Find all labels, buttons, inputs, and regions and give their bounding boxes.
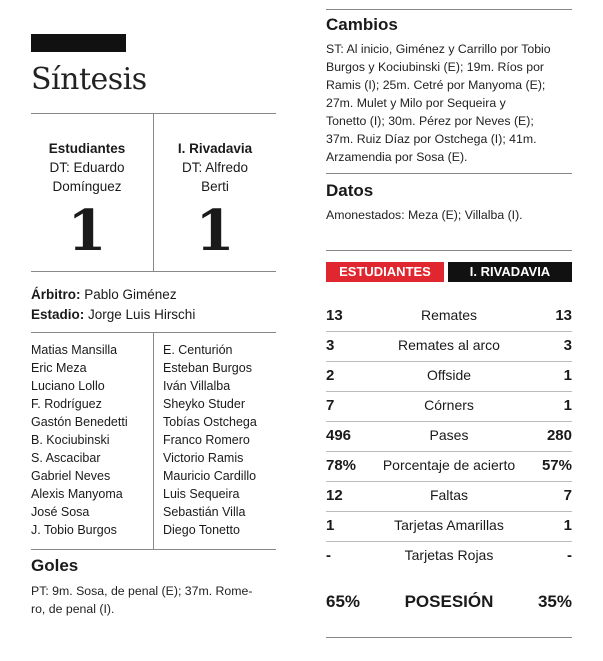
divider: [326, 250, 572, 251]
cautions-text: Amonestados: Meza (E); Villalba (I).: [326, 208, 523, 222]
divider: [326, 637, 572, 638]
home-lineup: [31, 341, 128, 539]
home-value: 1: [326, 517, 335, 534]
home-value: 2: [326, 367, 335, 384]
home-value: 13: [326, 307, 343, 324]
list-item: Luciano Lollo: [31, 379, 105, 393]
home-coach: DT: Eduardo: [49, 160, 125, 175]
goals-line: ro, de penal (I).: [31, 602, 115, 616]
divider: [31, 271, 276, 272]
changes-line: Tonetto (I); 30m. Pérez por Neves (E);: [326, 114, 534, 128]
home-team-info: [27, 139, 147, 196]
list-item: Mauricio Cardillo: [163, 469, 257, 483]
away-lineup: [163, 341, 257, 539]
away-value: 1: [563, 397, 572, 414]
changes-line: 27m. Mulet y Milo por Sequeira y: [326, 96, 506, 110]
changes-line: ST: Al inicio, Giménez y Carrillo por Tobio: [326, 42, 551, 56]
away-score: 1: [195, 198, 235, 264]
changes-title: Cambios: [326, 15, 398, 34]
list-item: Gabriel Neves: [31, 469, 111, 483]
away-team-bar: I. RIVADAVIA: [448, 262, 572, 282]
away-team-name: I. Rivadavia: [177, 141, 253, 156]
home-value: -: [326, 547, 331, 564]
possession-away: 35%: [537, 592, 572, 611]
changes-line: Arzamendia por Sosa (E).: [326, 150, 468, 164]
home-value: 7: [326, 397, 335, 414]
goals-line: PT: 9m. Sosa, de penal (E); 37m. Rome-: [31, 584, 253, 598]
divider: [153, 332, 154, 549]
stat-label: Tarjetas Rojas: [404, 547, 494, 563]
section-marker-bar: [31, 34, 126, 52]
list-item: Victorio Ramis: [163, 451, 244, 465]
away-value: 1: [563, 517, 572, 534]
list-item: Alexis Manyoma: [31, 487, 123, 501]
goals-title: Goles: [31, 556, 79, 575]
list-item: Esteban Burgos: [163, 361, 252, 375]
away-value: 3: [563, 337, 572, 354]
away-value: 7: [563, 487, 572, 504]
list-item: Eric Meza: [31, 361, 87, 375]
changes-line: 37m. Ruiz Díaz por Ostchega (I); 41m.: [326, 132, 537, 146]
stat-label: Offside: [426, 367, 472, 383]
list-item: F. Rodríguez: [31, 397, 102, 411]
stat-label: Córners: [424, 397, 474, 413]
list-item: Gastón Benedetti: [31, 415, 128, 429]
home-value: 496: [326, 427, 352, 444]
table-row: [326, 451, 572, 480]
referee-name: Pablo Giménez: [84, 287, 177, 302]
home-coach-surname: Domínguez: [52, 179, 122, 194]
divider: [326, 9, 572, 10]
away-team-info: [155, 139, 275, 196]
list-item: Diego Tonetto: [163, 523, 240, 537]
stat-label: Pases: [429, 427, 469, 443]
changes-line: Ramis (I); 25m. Cetré por Manyoma (E);: [326, 78, 546, 92]
away-value: 280: [546, 427, 572, 444]
home-score: 1: [67, 198, 107, 264]
list-item: Iván Villalba: [163, 379, 231, 393]
stadium-name: Jorge Luis Hirschi: [88, 307, 196, 322]
page-title: Síntesis: [31, 62, 147, 97]
list-item: José Sosa: [31, 505, 90, 519]
stat-label: Remates: [420, 307, 478, 323]
list-item: B. Kociubinski: [31, 433, 110, 447]
table-row: [326, 541, 572, 570]
possession-home: 65%: [326, 592, 361, 611]
home-value: 78%: [326, 457, 357, 474]
list-item: Luis Sequeira: [163, 487, 240, 501]
stadium-line: [31, 305, 195, 325]
home-team-bar: ESTUDIANTES: [326, 262, 444, 282]
away-value: 13: [555, 307, 572, 324]
list-item: E. Centurión: [163, 343, 233, 357]
list-item: Franco Romero: [163, 433, 250, 447]
referee-line: [31, 285, 177, 305]
stat-label: Tarjetas Amarillas: [394, 517, 504, 533]
home-team-name: Estudiantes: [48, 141, 126, 156]
divider: [153, 113, 154, 271]
away-coach: DT: Alfredo: [181, 160, 249, 175]
stat-label: Faltas: [429, 487, 469, 503]
stat-label: Remates al arco: [398, 337, 500, 353]
table-row: [326, 481, 572, 510]
home-value: 12: [326, 487, 343, 504]
possession-label: POSESIÓN: [404, 592, 494, 611]
away-value: 1: [563, 367, 572, 384]
list-item: Sheyko Studer: [163, 397, 245, 411]
divider: [326, 173, 572, 174]
table-row: [326, 421, 572, 450]
stadium-label: Estadio:: [31, 307, 85, 322]
goals-text: [31, 582, 281, 618]
list-item: Tobías Ostchega: [163, 415, 257, 429]
list-item: S. Ascacibar: [31, 451, 101, 465]
changes-line: Burgos y Kociubinski (E); 19m. Ríos por: [326, 60, 545, 74]
table-row: [326, 511, 572, 540]
list-item: Matias Mansilla: [31, 343, 118, 357]
list-item: J. Tobio Burgos: [31, 523, 117, 537]
table-row: [326, 391, 572, 420]
stat-label: Porcentaje de acierto: [382, 457, 516, 473]
list-item: Sebastián Villa: [163, 505, 246, 519]
table-row: [326, 301, 572, 330]
away-coach-surname: Berti: [201, 179, 229, 194]
referee-label: Árbitro:: [31, 287, 81, 302]
home-value: 3: [326, 337, 335, 354]
data-title: Datos: [326, 181, 374, 200]
away-value: -: [567, 547, 572, 564]
table-row: [326, 361, 572, 390]
changes-text: [326, 40, 576, 166]
divider: [31, 549, 276, 550]
away-value: 57%: [541, 457, 572, 474]
table-row: [326, 331, 572, 360]
